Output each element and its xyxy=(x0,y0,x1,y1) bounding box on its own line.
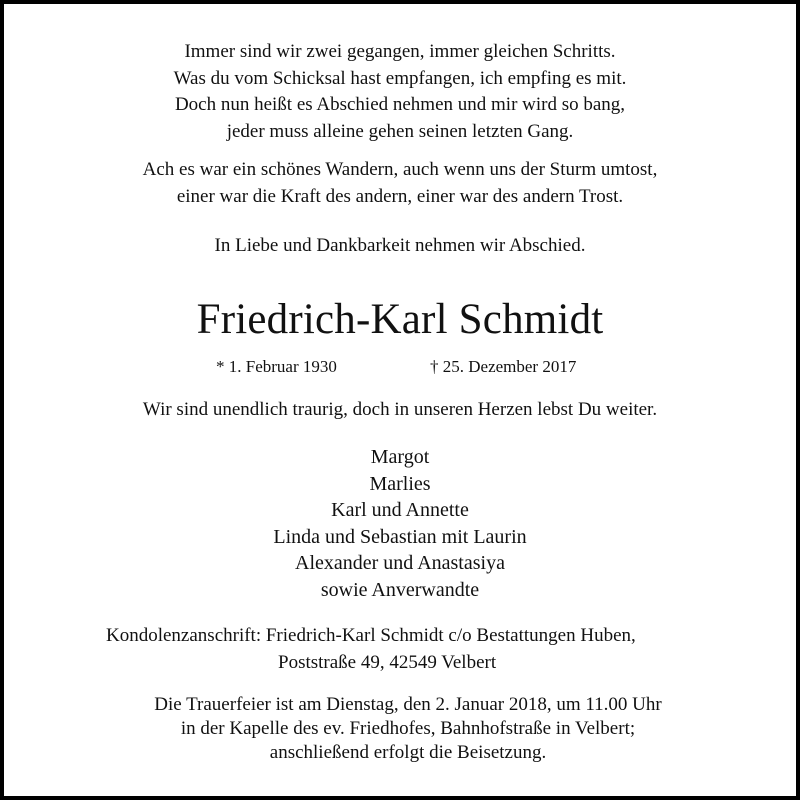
ceremony-line: anschließend erfolgt die Beisetzung. xyxy=(269,742,547,763)
mourning-message: Wir sind unendlich traurig, doch in unseren Herzen lebst Du weiter. xyxy=(142,399,658,420)
family-member: sowie Anverwandte xyxy=(320,578,480,601)
poem-line: jeder muss alleine gehen seinen letzten Gang. xyxy=(226,120,574,142)
deceased-name: Friedrich-Karl Schmidt xyxy=(196,296,604,343)
death-date: † 25. Dezember 2017 xyxy=(430,357,577,376)
farewell-text: In Liebe und Dankbarkeit nehmen wir Abschied. xyxy=(214,235,586,256)
poem-line: Was du vom Schicksal hast empfangen, ich empfing es mit. xyxy=(173,67,627,89)
ceremony-line: Die Trauerfeier ist am Dienstag, den 2. Januar 2018, um 11.00 Uhr xyxy=(154,694,662,715)
ceremony-info xyxy=(8,693,800,765)
family-member: Margot xyxy=(370,446,430,468)
birth-date: * 1. Februar 1930 xyxy=(216,357,337,376)
poem-stanza-1 xyxy=(0,39,800,145)
poem-line: Ach es war ein schönes Wandern, auch wenn uns der Sturm umtost, xyxy=(142,159,658,180)
poem-line: Immer sind wir zwei gegangen, immer gleichen Schritts. xyxy=(184,41,616,62)
condolence-line: Kondolenzanschrift: Friedrich-Karl Schmidt c/o Bestattungen Huben, xyxy=(106,625,636,646)
ceremony-line: in der Kapelle des ev. Friedhofes, Bahnhofstraße in Velbert; xyxy=(180,718,636,739)
poem-stanza-2 xyxy=(0,157,800,210)
family-list xyxy=(0,444,800,604)
poem-line: einer war die Kraft des andern, einer war des andern Trost. xyxy=(176,185,624,207)
family-member: Karl und Annette xyxy=(331,499,469,522)
family-member: Linda und Sebastian mit Laurin xyxy=(273,525,527,548)
family-member: Marlies xyxy=(369,472,431,495)
condolence-line: Poststraße 49, 42549 Velbert xyxy=(278,652,497,673)
family-member: Alexander und Anastasiya xyxy=(295,552,505,575)
poem-line: Doch nun heißt es Abschied nehmen und mir wird so bang, xyxy=(174,94,626,115)
